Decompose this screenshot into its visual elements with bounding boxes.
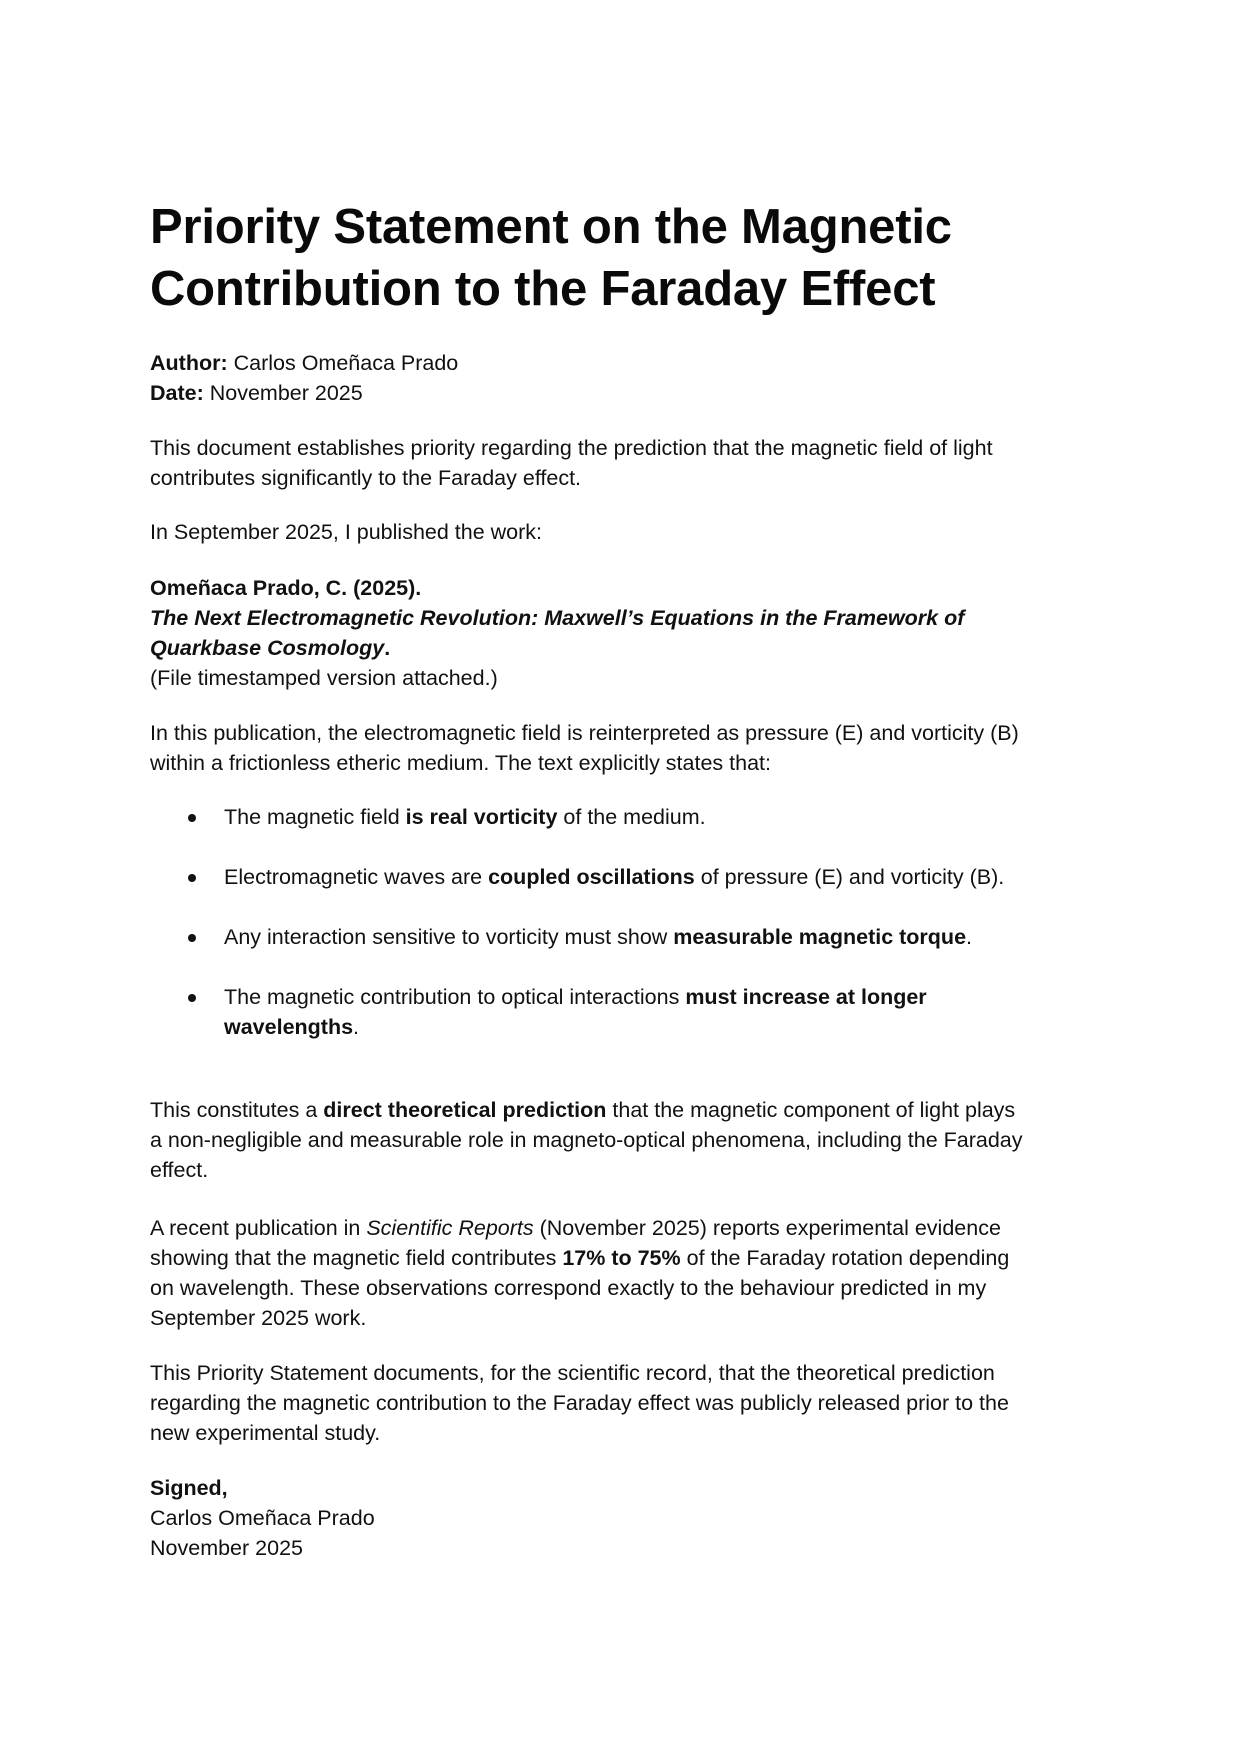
recent-publication-paragraph: [150, 1213, 1090, 1333]
citation-title-line-2: Quarkbase Cosmology: [150, 636, 385, 660]
document-title: [150, 196, 952, 320]
prediction-paragraph: [150, 1095, 1090, 1185]
signed-label: Signed,: [150, 1476, 228, 1500]
title-line-2: Contribution to the Faraday Effect: [150, 262, 936, 316]
citation-title-line-2-wrap: [150, 633, 1090, 663]
citation-authors: Omeñaca Prado, C. (2025).: [150, 576, 422, 600]
intro-line-1: This document establishes priority regarding the prediction that the magnetic field of light: [150, 436, 993, 460]
list-item-text: [224, 802, 706, 832]
citation-block: [150, 573, 1090, 693]
bold-run: direct theoretical prediction: [323, 1098, 607, 1122]
closing-paragraph: [150, 1358, 1090, 1448]
document-meta: [150, 348, 1090, 408]
list-item-text: [224, 862, 1004, 892]
bold-run: wavelengths: [224, 1015, 354, 1039]
bold-run: measurable magnetic torque: [673, 925, 967, 949]
text-run: Electromagnetic waves are: [224, 865, 489, 889]
publication-paragraph: [150, 718, 1090, 778]
intro-line-2: contributes significantly to the Faraday effect.: [150, 466, 582, 490]
date-label: Date:: [150, 381, 204, 405]
published-paragraph: [150, 517, 1090, 547]
date-line: [150, 378, 1090, 408]
text-run: that the magnetic component of light plays: [606, 1098, 1016, 1122]
prediction-line-2: a non-negligible and measurable role in magneto-optical phenomena, including the Faraday: [150, 1128, 1023, 1152]
text-run: of the Faraday rotation depending: [680, 1246, 1010, 1270]
title-line-1: Priority Statement on the Magnetic: [150, 200, 952, 254]
text-run: The magnetic field: [224, 805, 406, 829]
bold-run: 17% to 75%: [562, 1246, 681, 1270]
author-line: [150, 348, 1090, 378]
signature-date: November 2025: [150, 1536, 303, 1560]
closing-line-1: This Priority Statement documents, for the scientific record, that the theoretical prediction: [150, 1361, 995, 1385]
bullet-icon: [188, 934, 196, 942]
prediction-line-3: effect.: [150, 1158, 209, 1182]
recent-line-2: [150, 1243, 1090, 1273]
recent-line-1: [150, 1213, 1090, 1243]
recent-line-4: September 2025 work.: [150, 1306, 367, 1330]
text-run: Any interaction sensitive to vorticity must show: [224, 925, 674, 949]
bullet-icon: [188, 994, 196, 1002]
citation-title-end: .: [384, 636, 391, 660]
author-value: Carlos Omeñaca Prado: [227, 351, 459, 375]
list-item-text: [224, 922, 972, 952]
author-label: Author:: [150, 351, 228, 375]
publication-line-1: In this publication, the electromagnetic field is reinterpreted as pressure (E) and vorticity (B): [150, 721, 1019, 745]
text-run: of pressure (E) and vorticity (B).: [694, 865, 1005, 889]
bullet-icon: [188, 814, 196, 822]
journal-name: Scientific Reports: [366, 1216, 534, 1240]
signature-block: [150, 1473, 1090, 1563]
text-run: The magnetic contribution to optical interactions: [224, 985, 686, 1009]
bold-run: coupled oscillations: [488, 865, 695, 889]
citation-title-line-1: The Next Electromagnetic Revolution: Maxwell’s Equations in the Framework of: [150, 606, 965, 630]
date-value: November 2025: [203, 381, 363, 405]
signature-name: Carlos Omeñaca Prado: [150, 1506, 375, 1530]
published-line: In September 2025, I published the work:: [150, 520, 543, 544]
text-run: of the medium.: [557, 805, 706, 829]
text-run: A recent publication in: [150, 1216, 367, 1240]
closing-line-2: regarding the magnetic contribution to the Faraday effect was publicly released prior to the: [150, 1391, 1009, 1415]
prediction-line-1: [150, 1095, 1090, 1125]
bold-run: is real vorticity: [405, 805, 558, 829]
list-item-text: [224, 982, 927, 1042]
publication-line-2: within a frictionless etheric medium. The text explicitly states that:: [150, 751, 771, 775]
bullet-icon: [188, 874, 196, 882]
text-run: This constitutes a: [150, 1098, 324, 1122]
recent-line-3: on wavelength. These observations correspond exactly to the behaviour predicted in my: [150, 1276, 987, 1300]
text-run: .: [353, 1015, 360, 1039]
bold-run: must increase at longer: [685, 985, 927, 1009]
text-run: .: [966, 925, 973, 949]
citation-note: (File timestamped version attached.): [150, 666, 498, 690]
closing-line-3: new experimental study.: [150, 1421, 381, 1445]
intro-paragraph: [150, 433, 1090, 493]
text-run: showing that the magnetic field contributes: [150, 1246, 563, 1270]
text-run: (November 2025) reports experimental evidence: [533, 1216, 1001, 1240]
